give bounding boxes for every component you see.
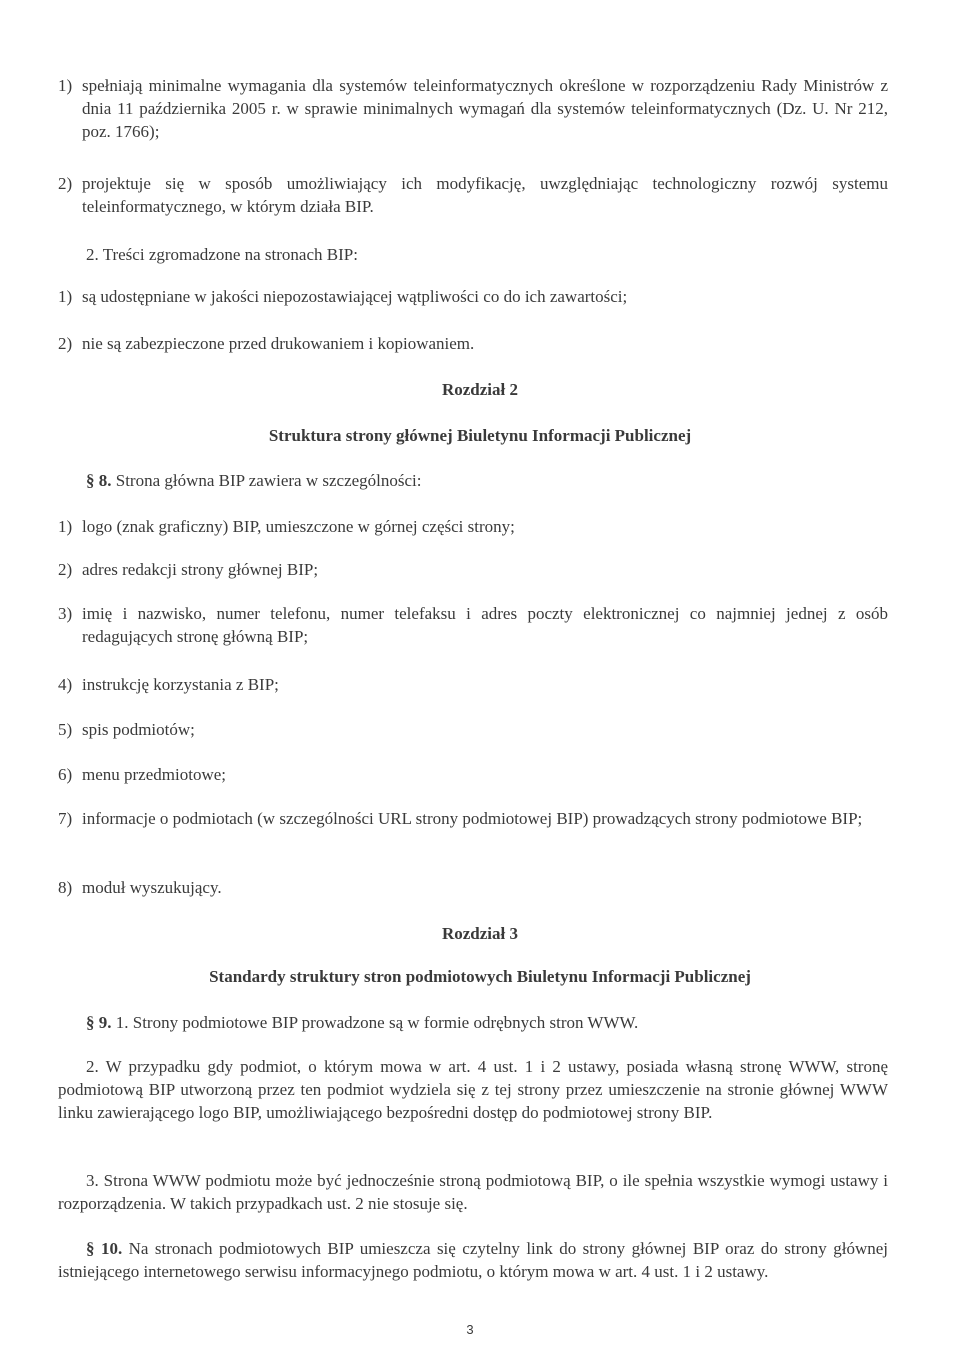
list-text: spełniają minimalne wymagania dla systemów teleinformatycznych określone w rozporządzeniu Rady Ministrów z dnia 11 października 2005 r. w sprawie minimalnych wymagań dla systemów teleinformatycznych (Dz. U. Nr 212, poz. 1766); [82, 76, 888, 141]
list-text: informacje o podmiotach (w szczególności URL strony podmiotowej BIP) prowadzących strony podmiotowe BIP; [82, 809, 863, 828]
list-number: 8) [58, 878, 73, 897]
chapter-2-subtitle: Struktura strony głównej Biuletynu Informacji Publicznej [268, 426, 692, 445]
list-item [58, 172, 888, 218]
chapter-2-title: Rozdział 2 [441, 380, 519, 399]
list-number: 7) [58, 809, 73, 828]
list-text: imię i nazwisko, numer telefonu, numer telefaksu i adres poczty elektronicznej co najmniej jednej z osób redagujących stronę główną BIP; [82, 604, 888, 646]
list-number: 6) [58, 765, 73, 784]
chapter-3-title: Rozdział 3 [441, 924, 519, 943]
list-number: 1) [58, 287, 73, 306]
list-item [58, 74, 888, 143]
section-mark: § 10. [86, 1239, 123, 1258]
list-item [58, 602, 888, 648]
list-item [58, 807, 888, 830]
list-item [58, 515, 888, 538]
list-number: 1) [58, 76, 73, 95]
section-9 [58, 1011, 888, 1034]
list-item [58, 718, 888, 741]
list-number: 4) [58, 675, 73, 694]
paragraph-2: 2. Treści zgromadzone na stronach BIP: [86, 245, 358, 264]
section-9-paragraph-3: 3. Strona WWW podmiotu może być jednocześnie stroną podmiotową BIP, o ile spełnia wszystkie wymogi ustawy i rozporządzenia. W takich przypadkach ust. 2 nie stosuje się. [58, 1171, 888, 1213]
section-8 [58, 469, 888, 492]
list-item [58, 673, 888, 696]
list-number: 2) [58, 174, 73, 193]
list-number: 3) [58, 604, 73, 623]
list-number: 5) [58, 720, 73, 739]
list-text: instrukcję korzystania z BIP; [82, 675, 279, 694]
list-text: logo (znak graficzny) BIP, umieszczone w górnej części strony; [82, 517, 515, 536]
section-mark: § 8. [86, 471, 112, 490]
list-item [58, 285, 888, 308]
list-item [58, 763, 888, 786]
list-text: nie są zabezpieczone przed drukowaniem i kopiowaniem. [82, 334, 475, 353]
list-item [58, 558, 888, 581]
section-text: Strona główna BIP zawiera w szczególności: [115, 471, 422, 490]
list-number: 2) [58, 560, 73, 579]
chapter-3-subtitle: Standardy struktury stron podmiotowych Biuletynu Informacji Publicznej [209, 967, 751, 986]
section-text: Na stronach podmiotowych BIP umieszcza się czytelny link do strony głównej BIP oraz do strony głównej istniejącego internetowego serwisu informacyjnego podmiotu, o którym mowa w art. 4 ust. 1 i 2 ustawy. [58, 1239, 888, 1281]
list-number: 1) [58, 517, 73, 536]
list-text: moduł wyszukujący. [82, 878, 222, 897]
list-item [58, 332, 888, 355]
list-text: są udostępniane w jakości niepozostawiającej wątpliwości co do ich zawartości; [82, 287, 628, 306]
section-text: 1. Strony podmiotowe BIP prowadzone są w formie odrębnych stron WWW. [115, 1013, 639, 1032]
page-number: 3 [466, 1322, 474, 1337]
section-9-paragraph-2: 2. W przypadku gdy podmiot, o którym mowa w art. 4 ust. 1 i 2 ustawy, posiada własną stronę WWW, stronę podmiotową BIP utworzoną przez ten podmiot wydziela się z tej strony przez umieszczenie na stronie głównej WWW linku zawierającego logo BIP, umożliwiającego bezpośredni dostęp do podmiotowej strony BIP. [58, 1057, 888, 1122]
list-text: spis podmiotów; [82, 720, 195, 739]
section-mark: § 9. [86, 1013, 112, 1032]
list-text: projektuje się w sposób umożliwiający ich modyfikację, uwzględniając technologiczny rozwój systemu teleinformatycznego, w którym działa BIP. [82, 174, 888, 216]
section-10 [58, 1237, 888, 1283]
list-item [58, 876, 888, 899]
list-number: 2) [58, 334, 73, 353]
list-text: menu przedmiotowe; [82, 765, 226, 784]
list-text: adres redakcji strony głównej BIP; [82, 560, 319, 579]
